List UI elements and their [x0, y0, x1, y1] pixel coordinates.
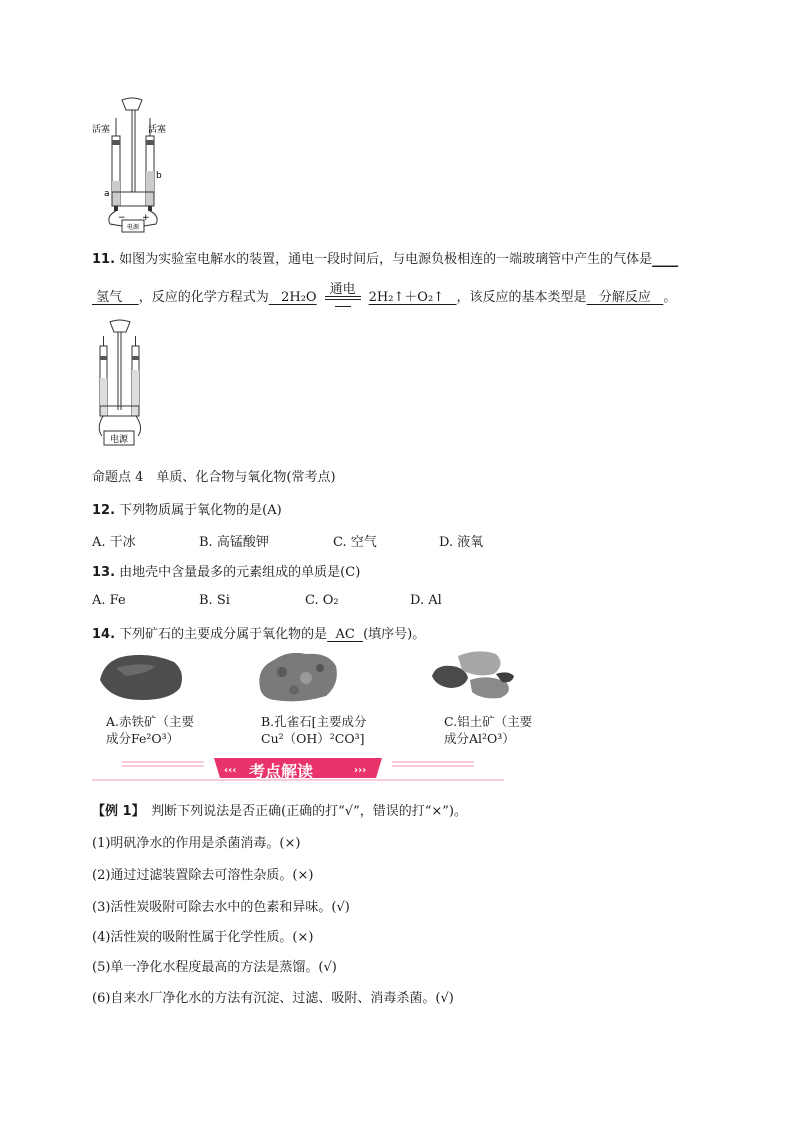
- bauxite-ore-image: [430, 646, 516, 702]
- question-text: 如图为实验室电解水的装置，通电一段时间后，与电源负极相连的一端玻璃管中产生的气体是: [119, 252, 653, 267]
- question-text: 由地壳中含量最多的元素组成的单质是(C): [119, 565, 361, 580]
- minus-sign: −: [118, 213, 126, 223]
- q12-option-c: C. 空气: [333, 535, 377, 550]
- question-text: 下列物质属于氧化物的是(A): [119, 503, 282, 518]
- question-13: [92, 561, 360, 580]
- q12-option-b: B. 高锰酸钾: [199, 535, 269, 550]
- ore-caption-b: B.孔雀石[主要成分 Cu²（OH）²CO³]: [261, 714, 367, 746]
- plus-sign: +: [142, 213, 150, 223]
- example-1-intro: [92, 800, 467, 819]
- example-item: (1)明矾净水的作用是杀菌消毒。(×): [92, 836, 301, 851]
- electrolysis-apparatus-figure-2: [92, 318, 152, 452]
- question-14: 14. 下列矿石的主要成分属于氧化物的是 AC (填序号)。: [92, 627, 426, 642]
- blank-underline: ____: [652, 252, 679, 267]
- q12-option-d: D. 液氧: [439, 535, 484, 550]
- answer-blank-reaction-type: 分解反应: [598, 290, 651, 305]
- answer-blank-ores: AC: [335, 627, 355, 642]
- question-11-line-1: [92, 248, 678, 267]
- banner-left-deco: ‹‹‹: [224, 765, 237, 776]
- question-number: 14.: [92, 627, 116, 642]
- q13-option-a: A. Fe: [92, 593, 126, 608]
- q13-option-b: B. Si: [199, 593, 230, 608]
- label-a: a: [104, 189, 110, 199]
- answer-blank-equation: [269, 281, 457, 305]
- section-heading: 命题点 4 单质、化合物与氧化物(常考点): [92, 470, 336, 485]
- banner-right-deco: ›››: [354, 765, 367, 776]
- equation-right: 2H₂↑＋O₂↑: [368, 290, 445, 305]
- malachite-ore-image: [254, 648, 340, 704]
- example-item: (4)活性炭的吸附性属于化学性质。(×): [92, 930, 314, 945]
- example-item: (5)单一净化水程度最高的方法是蒸馏。(√): [92, 960, 337, 975]
- question-text: 下列矿石的主要成分属于氧化物的是: [119, 627, 328, 642]
- electrolysis-apparatus-figure-1: [92, 96, 172, 234]
- question-text: ，该反应的基本类型是: [456, 290, 587, 305]
- example-item: (2)通过过滤装置除去可溶性杂质。(×): [92, 868, 314, 883]
- power-label: 电源: [109, 435, 129, 445]
- example-item: (6)自来水厂净化水的方法有沉淀、过滤、吸附、消毒杀菌。(√): [92, 991, 454, 1006]
- example-tag: 【例 1】: [92, 804, 139, 819]
- q12-option-a: A. 干冰: [92, 535, 136, 550]
- answer-blank-gas: 氢气: [96, 290, 123, 305]
- question-number: 12.: [92, 503, 116, 518]
- question-12: [92, 499, 282, 518]
- banner-title: 考点解读: [248, 762, 313, 781]
- question-number: 11.: [92, 252, 116, 267]
- power-label: 电源: [126, 224, 140, 231]
- question-text: ，反应的化学方程式为: [138, 290, 269, 305]
- example-item: (3)活性炭吸附可除去水中的色素和异味。(√): [92, 900, 350, 915]
- example-intro-text: 判断下列说法是否正确(正确的打“√”，错误的打“×”)。: [138, 804, 467, 819]
- question-11-line-2: 氢气 ，反应的化学方程式为 2H₂O 通电 2H₂↑＋O₂↑ ，该反应的基本类型是 分解反应 。: [92, 286, 676, 308]
- label-b: b: [156, 171, 162, 181]
- reaction-condition: 通电: [325, 288, 361, 308]
- ore-caption-c: C.铝土矿（主要 成分Al²O³）: [444, 714, 533, 746]
- equation-left: 2H₂O: [281, 290, 317, 305]
- q13-option-c: C. O₂: [305, 593, 339, 608]
- q13-option-d: D. Al: [410, 593, 442, 608]
- hematite-ore-image: [96, 648, 186, 704]
- stopcock-label-left: 活塞: [92, 125, 111, 135]
- question-number: 13.: [92, 565, 116, 580]
- stopcock-label-right: 活塞: [148, 125, 167, 135]
- ore-caption-a: A.赤铁矿（主要 成分Fe²O³）: [106, 714, 195, 746]
